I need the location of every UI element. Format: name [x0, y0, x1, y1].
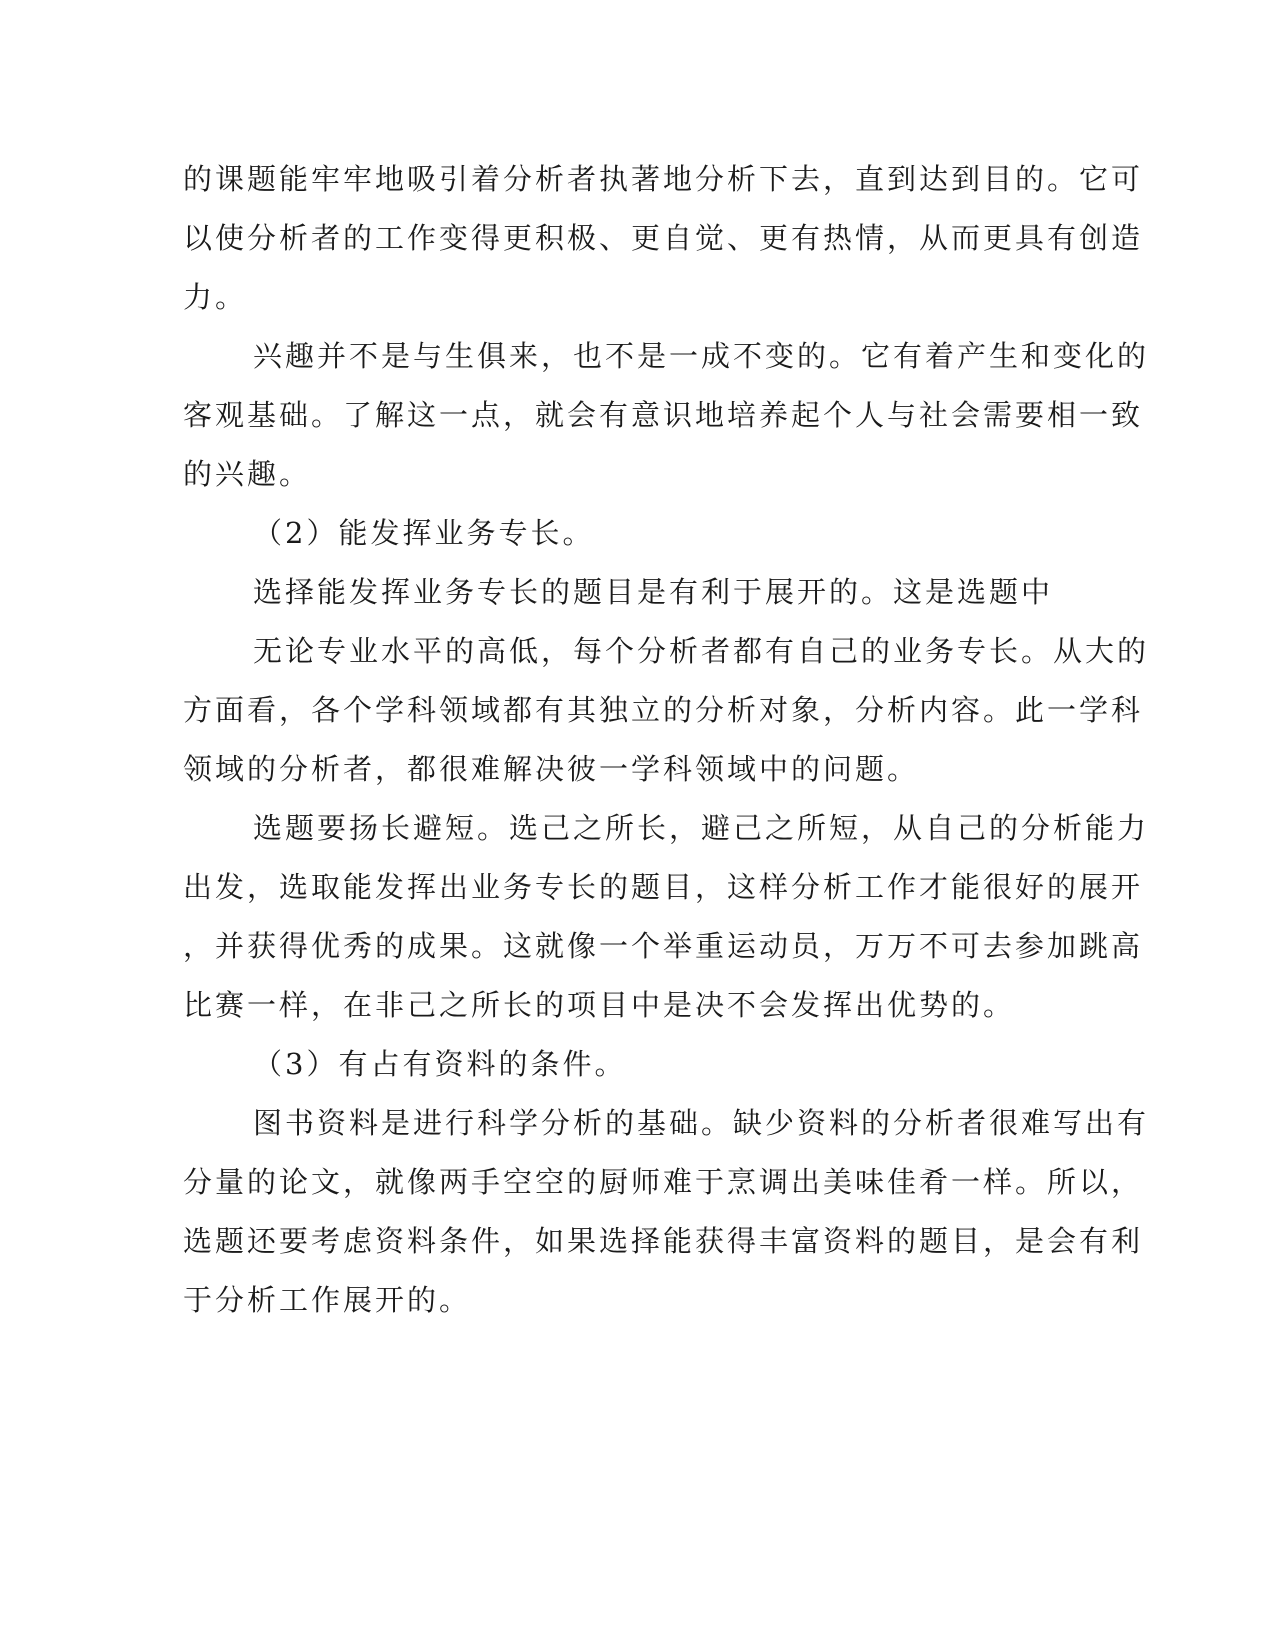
text-line: 力。	[183, 280, 248, 314]
text-line: 客观基础。了解这一点，就会有意识地培养起个人与社会需要相一致	[183, 398, 1144, 432]
body-text	[183, 150, 1150, 1330]
text-line: 分量的论文，就像两手空空的厨师难于烹调出美味佳肴一样。所以，	[183, 1165, 1144, 1199]
text-line: 选题要扬长避短。选己之所长，避己之所短，从自己的分析能力	[253, 811, 1150, 845]
section-heading: （2）能发挥业务专长。	[253, 516, 595, 550]
text-line: 图书资料是进行科学分析的基础。缺少资料的分析者很难写出有	[253, 1106, 1150, 1140]
section-heading: （3）有占有资料的条件。	[253, 1047, 627, 1081]
text-line: ，并获得优秀的成果。这就像一个举重运动员，万万不可去参加跳高	[183, 929, 1144, 963]
text-line: 领域的分析者，都很难解决彼一学科领域中的问题。	[183, 752, 920, 786]
text-line: 以使分析者的工作变得更积极、更自觉、更有热情，从而更具有创造	[183, 221, 1144, 255]
text-line: 比赛一样，在非己之所长的项目中是决不会发挥出优势的。	[183, 988, 1016, 1022]
text-line: 的课题能牢牢地吸引着分析者执著地分析下去，直到达到目的。它可	[183, 162, 1144, 196]
text-line: 出发，选取能发挥出业务专长的题目，这样分析工作才能很好的展开	[183, 870, 1144, 904]
text-line: 兴趣并不是与生俱来，也不是一成不变的。它有着产生和变化的	[253, 339, 1150, 373]
text-line: 无论专业水平的高低，每个分析者都有自己的业务专长。从大的	[253, 634, 1150, 668]
text-line: 的兴趣。	[183, 457, 312, 491]
text-line: 选题还要考虑资料条件，如果选择能获得丰富资料的题目，是会有利	[183, 1224, 1144, 1258]
text-line: 方面看，各个学科领域都有其独立的分析对象，分析内容。此一学科	[183, 693, 1144, 727]
text-line: 于分析工作展开的。	[183, 1283, 472, 1317]
text-line: 选择能发挥业务专长的题目是有利于展开的。这是选题中	[253, 575, 1054, 609]
